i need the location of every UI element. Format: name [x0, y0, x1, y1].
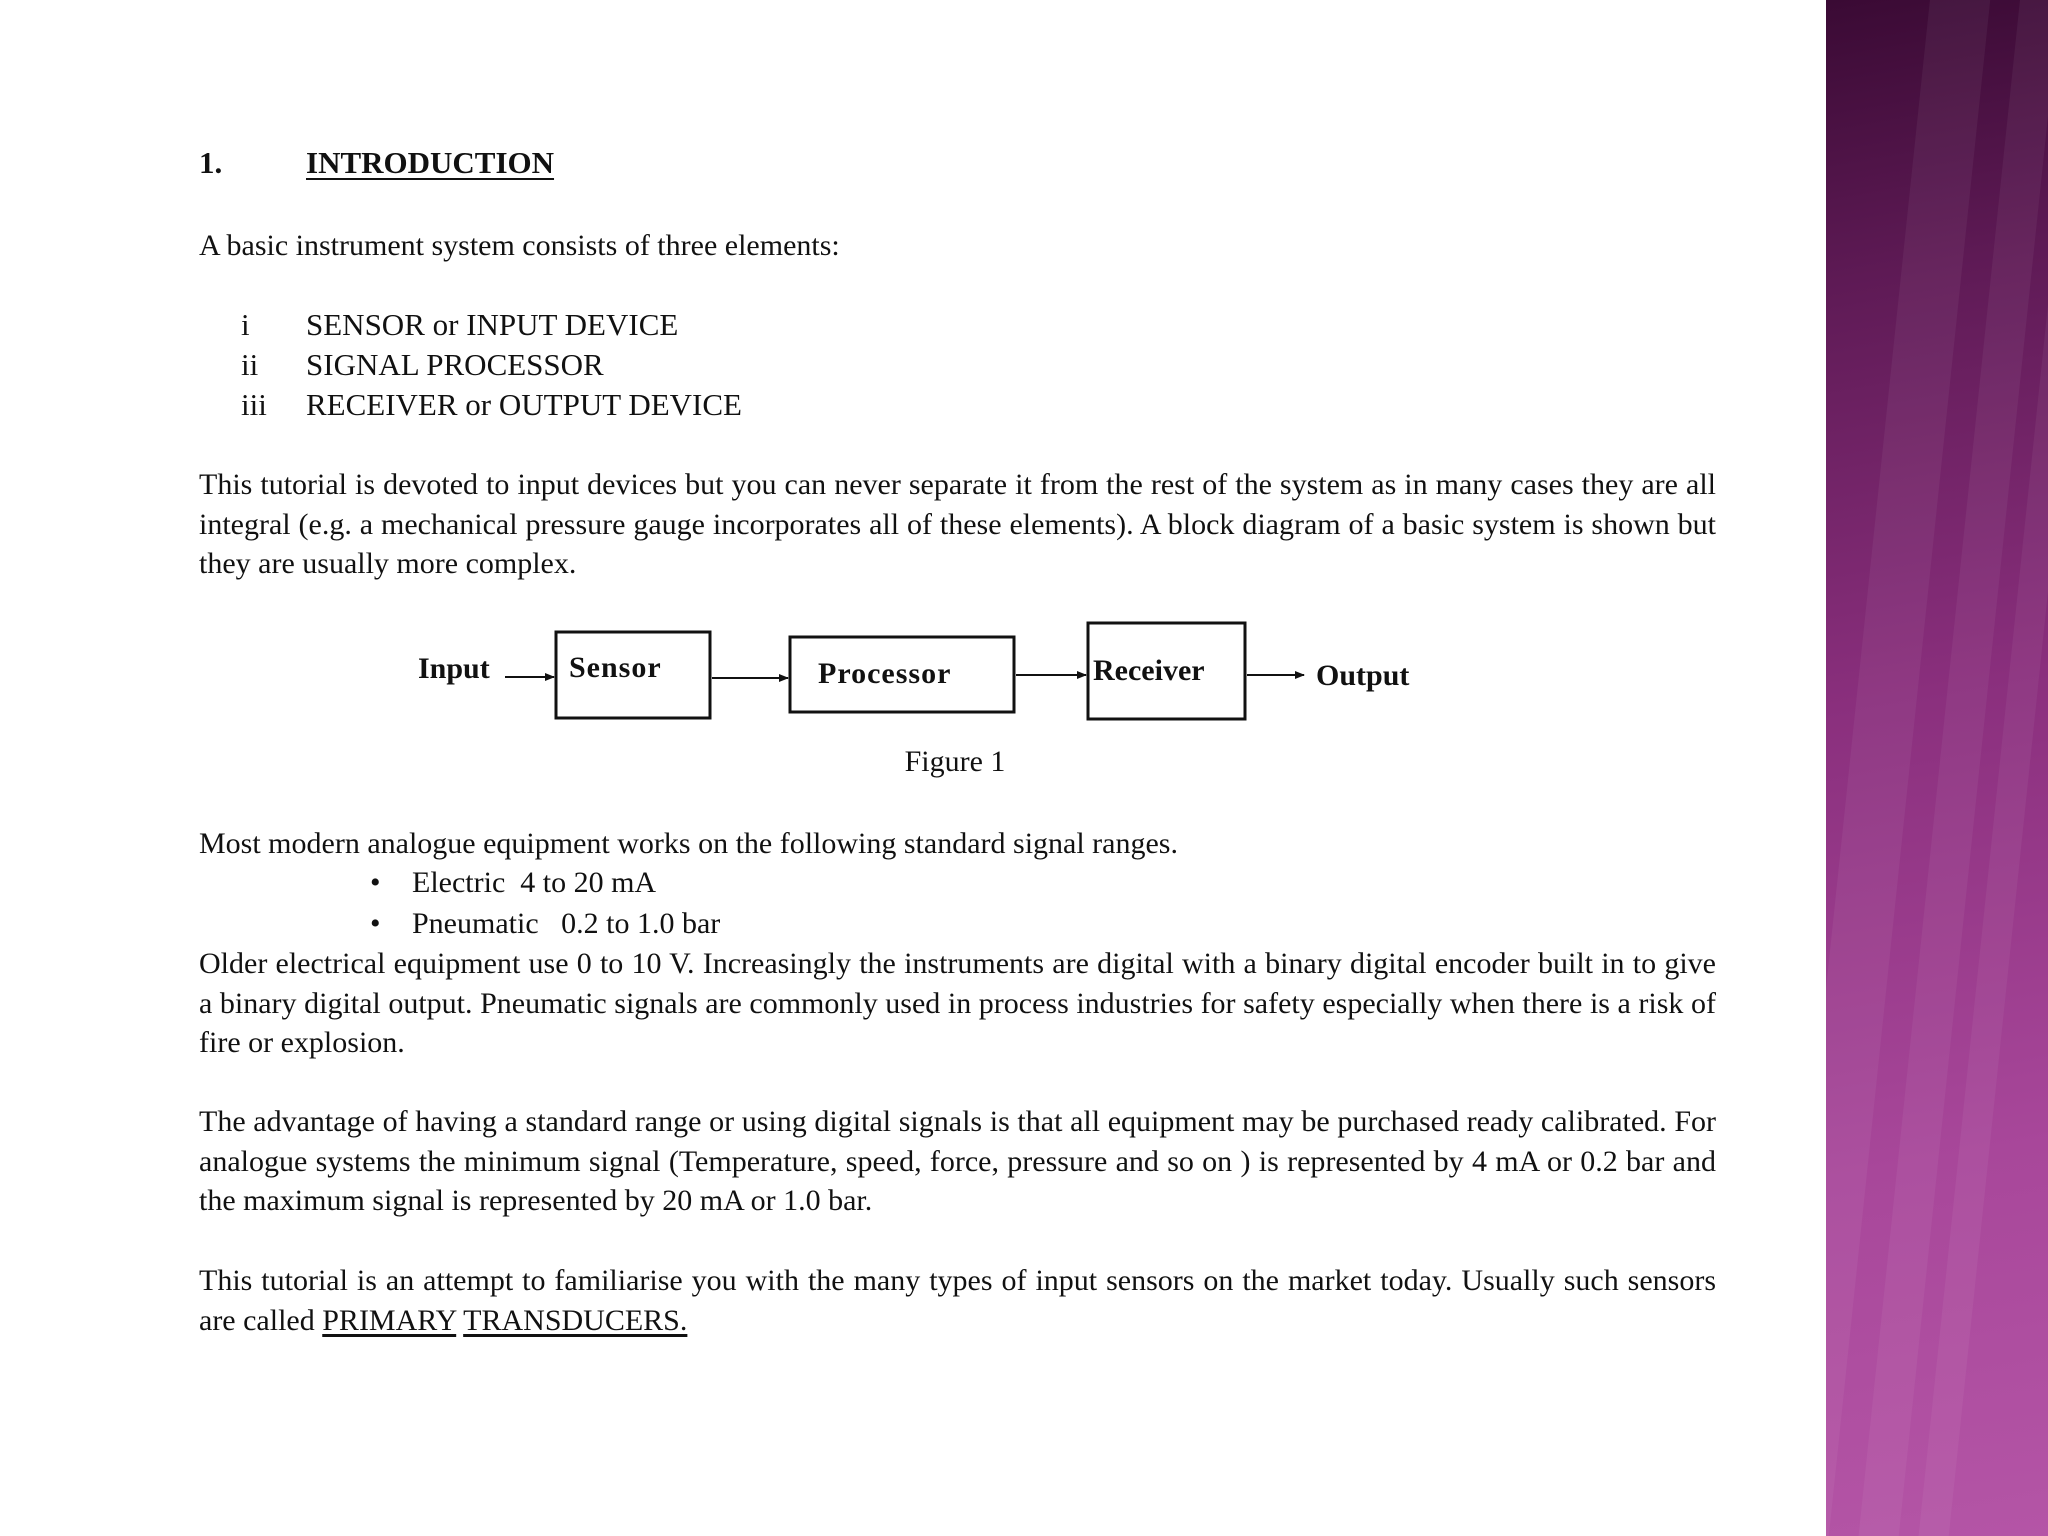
diagram-input-label: Input: [418, 652, 490, 685]
bullet-icon: •: [370, 866, 381, 899]
list-item-text: SENSOR or INPUT DEVICE: [306, 307, 679, 342]
paragraph-signal-ranges: Most modern analogue equipment works on the following standard signal ranges.: [199, 827, 1178, 860]
processor-block-label: Processor: [818, 657, 952, 690]
block-diagram: [405, 615, 1445, 740]
paragraph-standard-range: The advantage of having a standard range or using digital signals is that all equipment may be purchased ready calibrated. For analogue systems the minimum signal (Temperature, speed, force, pressure and so on ) is represented by 4 mA or 0.2 bar and the maximum signal is represented by 20 mA or 1.0 bar.: [199, 1105, 1716, 1217]
figure-caption: Figure 1: [904, 745, 1006, 778]
section-title: INTRODUCTION: [306, 145, 555, 180]
list-marker: i: [241, 307, 250, 342]
term-transducers: TRANSDUCERS.: [463, 1303, 688, 1337]
paragraph-text: This tutorial is an attempt to familiarise you with the many types of input sensors on the market today. Usually such sensors are called: [199, 1264, 1716, 1337]
term-primary: PRIMARY: [322, 1303, 457, 1337]
sensor-block-label: Sensor: [569, 651, 662, 684]
list-marker: iii: [241, 387, 267, 422]
bullet-icon: •: [370, 907, 381, 940]
paragraph-input-devices: This tutorial is devoted to input devices but you can never separate it from the rest of the system as in many cases they are all integral (e.g. a mechanical pressure gauge incorporates all of these elements). A block diagram of a basic system is shown but they are usually more complex.: [199, 468, 1716, 580]
list-marker: ii: [241, 347, 259, 382]
list-item-text: Pneumatic 0.2 to 1.0 bar: [412, 907, 721, 940]
intro-text: A basic instrument system consists of three elements:: [199, 229, 840, 262]
section-number: 1.: [199, 145, 223, 180]
list-item-text: Electric 4 to 20 mA: [412, 866, 657, 899]
diagram-output-label: Output: [1316, 659, 1410, 692]
list-item-text: RECEIVER or OUTPUT DEVICE: [306, 387, 742, 422]
receiver-block-label: Receiver: [1093, 654, 1205, 687]
list-item-text: SIGNAL PROCESSOR: [306, 347, 604, 382]
decorative-side-band: [1826, 0, 2048, 1536]
paragraph-older-equipment: Older electrical equipment use 0 to 10 V. Increasingly the instruments are digital with a binary digital encoder built in to give a binary digital output. Pneumatic signals are commonly used in process industries for safety especially when there is a risk of fire or explosion.: [199, 947, 1716, 1059]
paragraph-transducers: [199, 1261, 1716, 1340]
